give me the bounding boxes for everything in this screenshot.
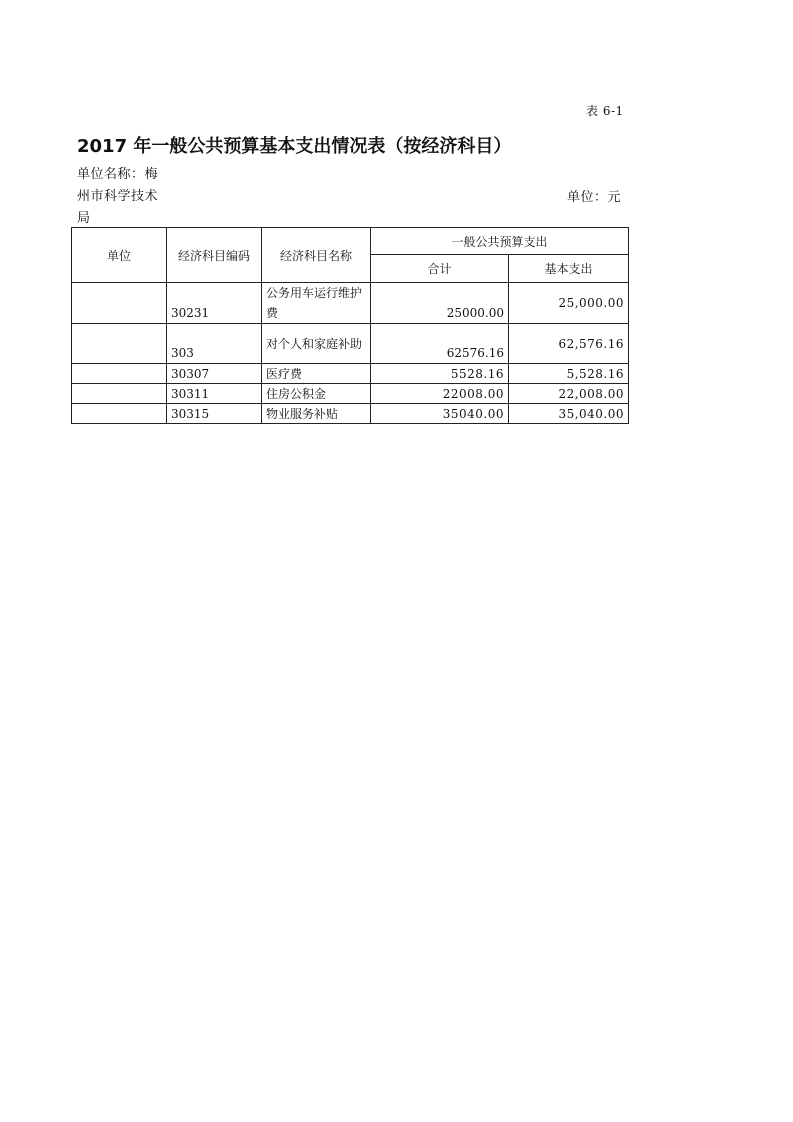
cell-basic: 25,000.00 [509,283,629,324]
cell-unit [72,404,167,424]
cell-code: 303 [167,324,262,364]
col-header-code: 经济科目编码 [167,228,262,283]
cell-unit [72,364,167,384]
cell-name: 医疗费 [262,364,371,384]
table-row [72,404,629,424]
table-row [72,283,629,324]
table-row [72,364,629,384]
cell-unit [72,324,167,364]
cell-total: 25000.00 [371,283,509,324]
currency-unit: 单位：元 [567,190,622,205]
cell-code: 30315 [167,404,262,424]
sheet-code: 表 6-1 [586,104,624,118]
cell-basic: 22,008.00 [509,384,629,404]
cell-basic: 62,576.16 [509,324,629,364]
cell-unit [72,283,167,324]
col-header-total: 合计 [371,255,509,283]
col-header-basic: 基本支出 [509,255,629,283]
cell-basic: 35,040.00 [509,404,629,424]
budget-table [71,227,629,424]
cell-code: 30311 [167,384,262,404]
unit-name-line: 单位名称：梅 [77,167,159,182]
page-title: 2017 年一般公共预算基本支出情况表（按经济科目） [77,136,512,157]
cell-total: 22008.00 [371,384,509,404]
header-row [72,228,629,255]
col-header-name: 经济科目名称 [262,228,371,283]
cell-name: 住房公积金 [262,384,371,404]
unit-name-line: 州市科学技术 [77,189,159,204]
cell-code: 30231 [167,283,262,324]
unit-name-line: 局 [77,211,91,226]
cell-name: 公务用车运行维护费 [262,283,371,324]
col-header-unit: 单位 [72,228,167,283]
cell-unit [72,384,167,404]
cell-basic: 5,528.16 [509,364,629,384]
cell-name: 对个人和家庭补助 [262,324,371,364]
cell-total: 5528.16 [371,364,509,384]
cell-name: 物业服务补贴 [262,404,371,424]
cell-code: 30307 [167,364,262,384]
table-row [72,384,629,404]
col-header-group: 一般公共预算支出 [371,228,629,255]
cell-total: 62576.16 [371,324,509,364]
table-row [72,324,629,364]
unit-name [77,164,173,230]
cell-total: 35040.00 [371,404,509,424]
